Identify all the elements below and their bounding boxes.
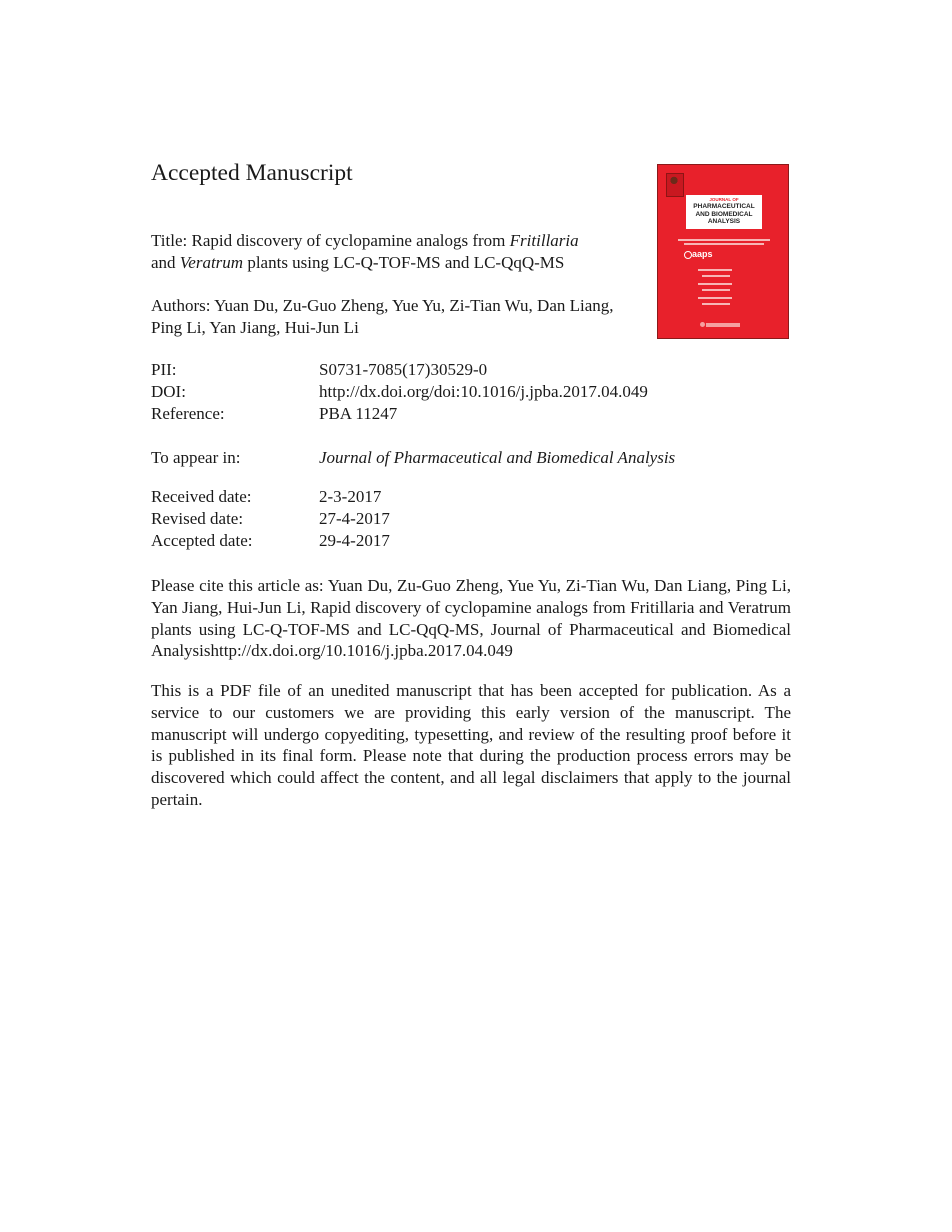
aaps-logo-icon [684,251,692,259]
cover-title-panel [686,195,762,229]
authors: Authors: Yuan Du, Zu-Guo Zheng, Yue Yu, Zi-Tian Wu, Dan Liang, Ping Li, Yan Jiang, Hui-Jun Li [151,296,614,337]
citation-paragraph: Please cite this article as: Yuan Du, Zu-Guo Zheng, Yue Yu, Zi-Tian Wu, Dan Liang, Ping Li, Yan Jiang, Hui-Jun Li, Rapid discovery of cyclopamine analogs from Fritillaria and Veratrum plants using LC-Q-TOF-MS and LC-QqQ-MS, Journal of Pharmaceutical and Biomedical Analysishttp://dx.doi.org/10.1016/j.jpba.2017.04.049 [151,576,791,661]
cover-subtitle-line [678,239,770,241]
identifier-list [151,359,648,425]
title-genus-fritillaria: Fritillaria [509,231,579,250]
revised-row [151,508,390,530]
cover-toc-line [702,275,730,277]
pii-value: S0731-7085(17)30529-0 [319,360,488,379]
received-label: Received date: [151,487,252,506]
revised-value: 27-4-2017 [319,509,390,528]
reference-label: Reference: [151,404,225,423]
cover-subtitle-line [684,243,764,245]
tree-icon [668,175,680,187]
accepted-value: 29-4-2017 [319,531,390,550]
manuscript-title [151,230,631,273]
appear-row [151,447,675,469]
reference-value: PBA 11247 [319,404,398,423]
pii-label: PII: [151,360,177,379]
title-and: and [151,252,180,272]
page-title: Accepted Manuscript [151,160,353,186]
journal-cover-image [657,164,789,339]
cover-toc-line [702,303,730,305]
doi-link[interactable]: http://dx.doi.org/doi:10.1016/j.jpba.2017.04.049 [319,382,648,401]
cover-publisher-mark [706,323,740,327]
cover-society-logo: aaps [692,249,713,259]
title-prefix: Title: Rapid discovery of cyclopamine analogs from [151,231,510,250]
cover-journal-name: PHARMACEUTICAL AND BIOMEDICAL ANALYSIS [693,203,755,225]
accepted-row [151,530,390,552]
doi-label: DOI: [151,382,186,401]
reference-row [151,403,648,425]
revised-label: Revised date: [151,509,244,528]
journal-name: Journal of Pharmaceutical and Biomedical Analysis [319,448,676,467]
journal-row [151,447,675,469]
disclaimer-paragraph: This is a PDF file of an unedited manuscript that has been accepted for publication. As a service to our customers we are providing this early version of the manuscript. The manuscript will undergo copyediting, typesetting, and review of the resulting proof before it is published in its final form. Please note that during the production process errors may be discovered which could affect the content, and all legal disclaimers that apply to the journal pertain. [151,681,791,809]
cover-toc-line [702,289,730,291]
date-list [151,486,390,552]
accepted-label: Accepted date: [151,531,253,550]
cover-journal-of: JOURNAL OF [709,197,739,202]
appear-label: To appear in: [151,448,241,467]
cover-toc-line [698,297,732,299]
cover-toc-line [698,283,732,285]
doi-row [151,381,648,403]
received-value: 2-3-2017 [319,487,382,506]
sciencedirect-icon [700,322,705,327]
cover-toc-line [698,269,732,271]
title-genus-veratrum: Veratrum [179,252,244,272]
pii-row [151,359,648,381]
received-row [151,486,390,508]
title-suffix: plants using LC-Q-TOF-MS and LC-QqQ-MS [243,252,565,272]
